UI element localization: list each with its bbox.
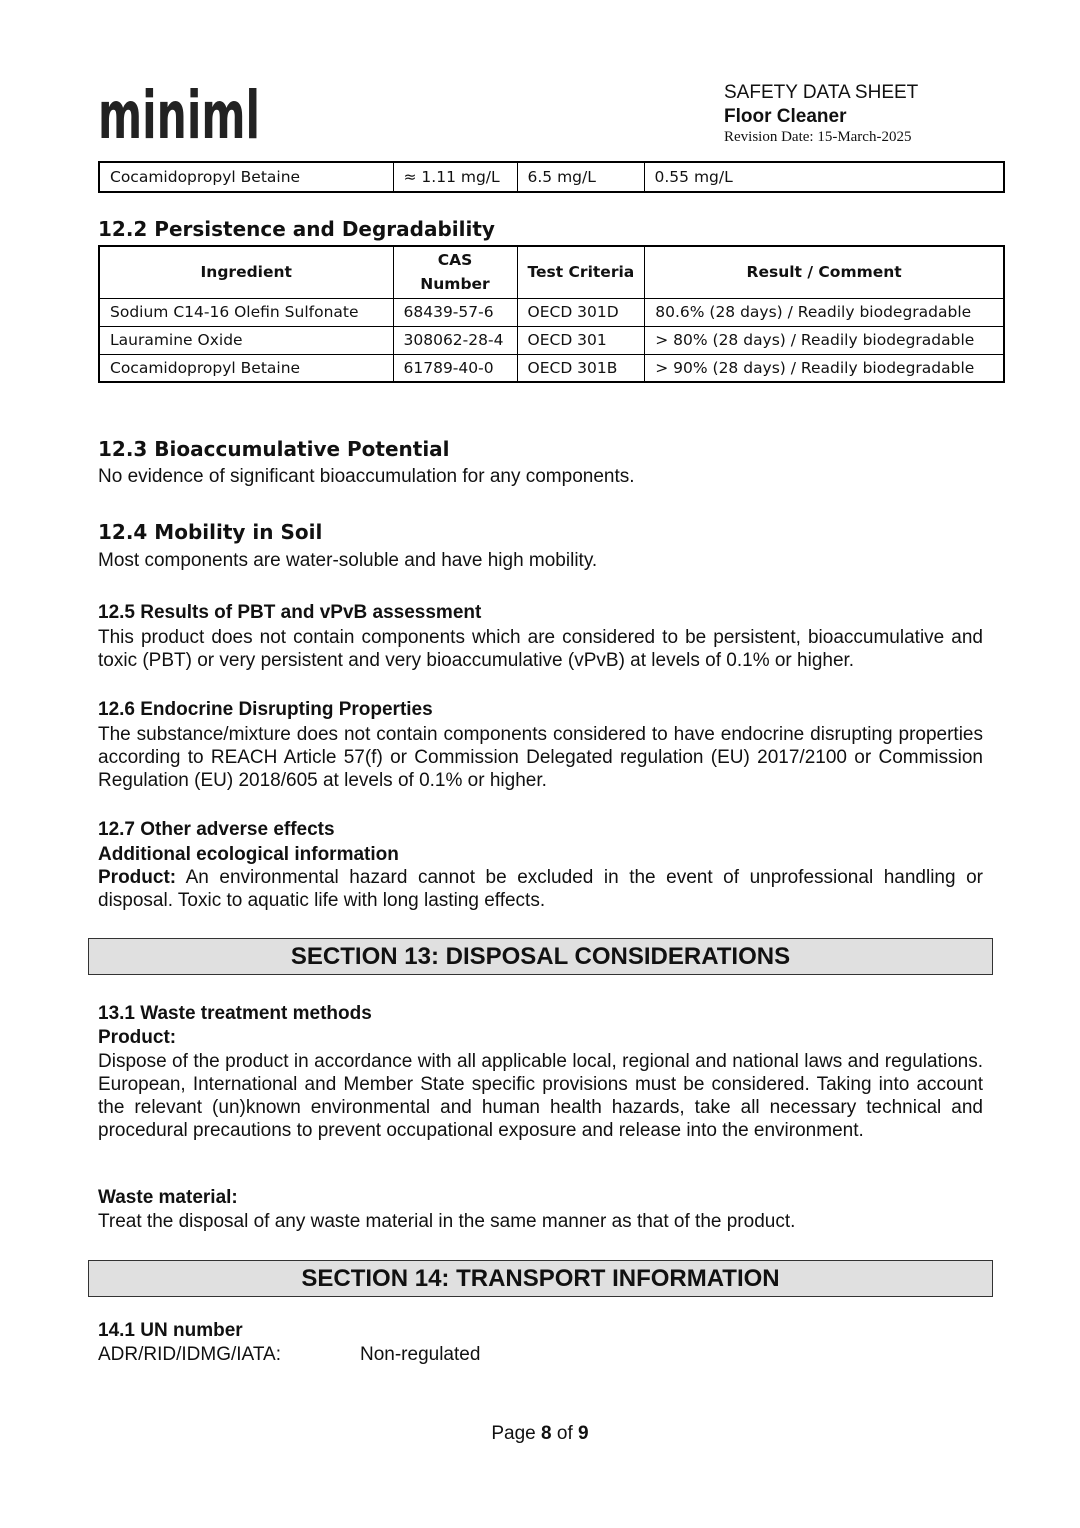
section-12-4-text: Most components are water-soluble and have high mobility. <box>98 550 598 571</box>
table-cell: 68439-57-6 <box>393 298 517 326</box>
table-cell: OECD 301B <box>517 354 645 382</box>
transport-mode-label: ADR/RID/IDMG/IATA: <box>98 1344 281 1365</box>
product-text: An environmental hazard cannot be excluded in the event of unprofessional handling or disposal. Toxic to aquatic life with long lasting effects. <box>98 867 984 911</box>
table-cell: OECD 301D <box>517 298 645 326</box>
waste-material-label: Waste material: <box>98 1187 238 1208</box>
table-header-row <box>99 246 1004 298</box>
table-cell: Sodium C14-16 Olefin Sulfonate <box>99 298 393 326</box>
section-13-title: SECTION 13: DISPOSAL CONSIDERATIONS <box>88 938 993 975</box>
table-cell: Cocamidopropyl Betaine <box>99 162 393 192</box>
section-12-3-text: No evidence of significant bioaccumulation for any components. <box>98 466 635 487</box>
column-header: Test Criteria <box>517 246 645 298</box>
page-number <box>0 1423 1080 1445</box>
table-row <box>99 326 1004 354</box>
section-12-7-text <box>98 866 983 912</box>
section-12-5-text: This product does not contain components which are considered to be persistent, bioaccumulative and toxic (PBT) or very persistent and very bioaccumulative (vPvB) at levels of 0.1% or higher. <box>98 627 983 671</box>
page-current: 8 <box>541 1423 552 1444</box>
table-cell: Cocamidopropyl Betaine <box>99 354 393 382</box>
section-14-title: SECTION 14: TRANSPORT INFORMATION <box>88 1260 993 1297</box>
table-cell: > 90% (28 days) / Readily biodegradable <box>645 354 1004 382</box>
miniml-logo <box>98 72 268 152</box>
column-header: Result / Comment <box>645 246 1004 298</box>
persistence-degradability-table <box>98 245 1005 383</box>
logo-text: miniml <box>98 77 260 154</box>
table-row <box>99 354 1004 382</box>
revision-date: Revision Date: 15-March-2025 <box>724 129 912 145</box>
disposal-product-label: Product: <box>98 1027 177 1048</box>
product-label: Product: <box>98 867 177 888</box>
table-row <box>99 162 1004 192</box>
section-12-2-heading: 12.2 Persistence and Degradability <box>98 217 495 241</box>
waste-material-text: Treat the disposal of any waste material in the same manner as that of the product. <box>98 1211 796 1232</box>
of-word: of <box>556 1423 573 1444</box>
section-12-6-text: The substance/mixture does not contain components considered to have endocrine disrupting properties according to REACH Article 57(f) or Commission Delegated regulation (EU) 2017/2100 or Commission Regulation (EU) 2018/605 at levels of 0.1% or higher. <box>98 724 983 791</box>
column-header: CAS Number <box>393 246 517 298</box>
column-header: Ingredient <box>99 246 393 298</box>
section-14-1-heading: 14.1 UN number <box>98 1320 243 1341</box>
table-cell: ≈ 1.11 mg/L <box>393 162 517 192</box>
section-12-7-subheading: Additional ecological information <box>98 844 399 865</box>
table-cell: 6.5 mg/L <box>517 162 644 192</box>
page-total: 9 <box>578 1423 589 1444</box>
section-12-7-heading: 12.7 Other adverse effects <box>98 819 335 840</box>
table-cell: > 80% (28 days) / Readily biodegradable <box>645 326 1004 354</box>
doc-type: SAFETY DATA SHEET <box>724 82 919 103</box>
table-cell: 0.55 mg/L <box>644 162 1004 192</box>
section-12-4-heading: 12.4 Mobility in Soil <box>98 520 323 544</box>
product-name: Floor Cleaner <box>724 106 847 127</box>
table-row <box>99 298 1004 326</box>
toxicity-table-continuation <box>98 161 1005 193</box>
section-12-3-heading: 12.3 Bioaccumulative Potential <box>98 437 450 461</box>
section-12-5-heading: 12.5 Results of PBT and vPvB assessment <box>98 602 482 623</box>
transport-mode-value: Non-regulated <box>360 1344 481 1365</box>
table-cell: OECD 301 <box>517 326 645 354</box>
section-12-6-heading: 12.6 Endocrine Disrupting Properties <box>98 699 433 720</box>
page-word: Page <box>491 1423 536 1444</box>
table-cell: Lauramine Oxide <box>99 326 393 354</box>
section-13-1-heading: 13.1 Waste treatment methods <box>98 1003 372 1024</box>
table-cell: 308062-28-4 <box>393 326 517 354</box>
table-cell: 80.6% (28 days) / Readily biodegradable <box>645 298 1004 326</box>
table-cell: 61789-40-0 <box>393 354 517 382</box>
disposal-product-text: Dispose of the product in accordance with all applicable local, regional and national laws and regulations. European, International and Member State specific provisions must be considered. Taking into account the relevant (un)known environmental and human health hazards, take all necessary technical and procedural precautions to prevent occupational exposure and release into the environment. <box>98 1051 983 1141</box>
